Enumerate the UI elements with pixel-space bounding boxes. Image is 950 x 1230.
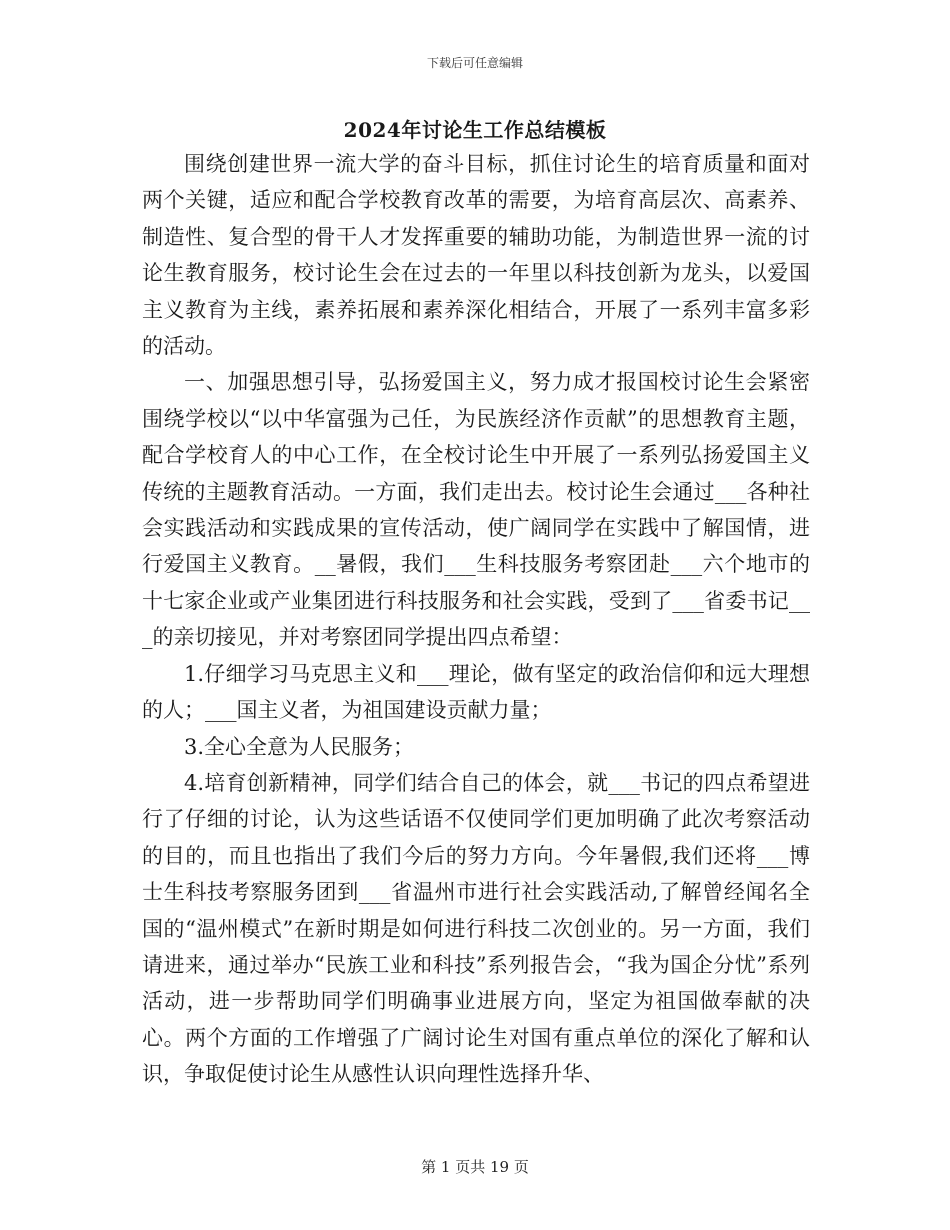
- document-body: [142, 146, 810, 1093]
- document-title: 2024年讨论生工作总结模板: [343, 118, 607, 142]
- page-number: 第 1 页共 19 页: [421, 1158, 529, 1176]
- paragraph-point-1: 1.仔细学习马克思主义和___理论，做有坚定的政治信仰和远大理想的人；___国主义者，为祖国建设贡献力量；: [142, 661, 810, 723]
- paragraph-point-4: 4.培育创新精神，同学们结合自己的体会，就___书记的四点希望进行了仔细的讨论，认为这些话语不仅使同学们更加明确了此次考察活动的目的，而且也指出了我们今后的努力方向。今年暑假,我们还将___博士生科技考察服务团到___省温州市进行社会实践活动,了解曾经闻名全国的“温州模式”在新时期是如何进行科技二次创业的。另一方面，我们请进来，通过举办“民族工业和科技”系列报告会，“我为国企分忧”系列活动，进一步帮助同学们明确事业进展方向，坚定为祖国做奉献的决心。两个方面的工作增强了广阔讨论生对国有重点单位的深化了解和认识，争取促使讨论生从感性认识向理性选择升华、: [142, 770, 810, 1087]
- paragraph-intro: 围绕创建世界一流大学的奋斗目标，抓住讨论生的培育质量和面对两个关键，适应和配合学校教育改革的需要，为培育高层次、高素养、制造性、复合型的骨干人才发挥重要的辅助功能，为制造世界一流的讨论生教育服务，校讨论生会在过去的一年里以科技创新为龙头，以爱国主义教育为主线，素养拓展和素养深化相结合，开展了一系列丰富多彩的活动。: [142, 152, 810, 359]
- paragraph-point-3: 3.全心全意为人民服务；: [184, 734, 415, 759]
- header-note: 下载后可任意编辑: [426, 56, 523, 70]
- paragraph-section-one: 一、加强思想引导，弘扬爱国主义，努力成才报国校讨论生会紧密围绕学校以“以中华富强为己任，为民族经济作贡献”的思想教育主题，配合学校育人的中心工作，在全校讨论生中开展了一系列弘扬爱国主义传统的主题教育活动。一方面，我们走出去。校讨论生会通过___各种社会实践活动和实践成果的宣传活动，使广阔同学在实践中了解国情，进行爱国主义教育。__暑假，我们___生科技服务考察团赴___六个地市的十七家企业或产业集团进行科技服务和社会实践，受到了___省委书记___的亲切接见，并对考察团同学提出四点希望：: [142, 370, 810, 650]
